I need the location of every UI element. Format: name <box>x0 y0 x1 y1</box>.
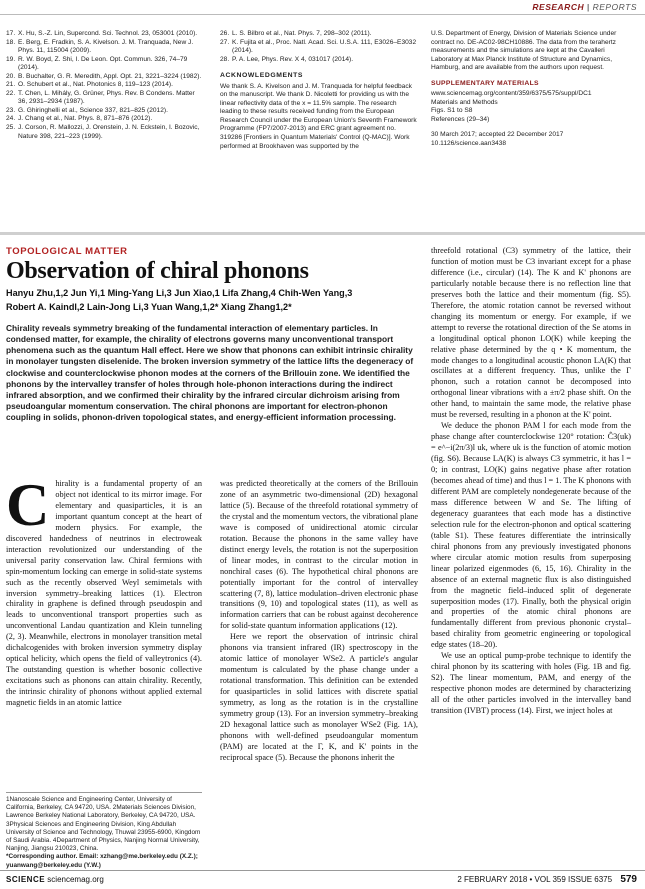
body-column-3 <box>431 246 631 717</box>
reference-number: 20. <box>6 72 16 80</box>
drop-cap: C <box>6 472 50 538</box>
reference-text: J. Corson, R. Mallozzi, J. Orenstein, J. N. Eckstein, I. Bozovic, Nature 398, 221–223 (1999). <box>18 124 200 140</box>
reference-item <box>6 30 202 39</box>
references-column-1 <box>6 30 202 141</box>
author-list <box>6 287 416 314</box>
reference-text: R. W. Boyd, Z. Shi, I. De Leon. Opt. Commun. 326, 74–79 (2014). <box>18 55 188 72</box>
header-separator: | <box>586 2 590 12</box>
reference-number: 21. <box>6 81 16 89</box>
body-paragraph: threefold rotational (C3) symmetry of the lattice, their function of motion must be C3 invariant except for a phase difference (i.e., circular) (14). The K and K' phonons are particularly notable because there is no reflection line that preserves both the lattice and their momentum (fig. S5). Therefore, the atomic rotation cannot be reversed without changing its momentum or energy. For example, if we attempt to reverse the rotational direction of the Se atoms in a longitudinal optical phonon LO(K) while keeping the relative phase determined by the q • K momentum, the mode changes to a longitudinal acoustic phonon LA(K) that oscillates at a different frequency. Thus, unlike the Γ phonon, such a rotation cannot be decomposed into orthogonal linear vibrations with a ±π/2 phase shift. On the other hand, to maintain the same mode, the relative phase must be reversed, resulting in a phonon at the K' point. <box>431 246 631 420</box>
reference-number: 17. <box>6 30 16 37</box>
affiliations <box>6 792 202 870</box>
reference-text: O. Schubert et al., Nat. Photonics 8, 119–123 (2014). <box>18 81 173 89</box>
body-paragraph: hirality is a fundamental property of an object not identical to its mirror image. For elementary and quasiparticles, it is an important quantum concept at the heart of modern physics. For example, the discovered handedness of neutrinos in electroweak interaction revolutionized our understanding of the universal parity conservation law. Chiral fermions with spin-momentum locking can emerge in solid-state systems such as the recently observed Weyl semimetals with inversion symmetry–breaking lattices (1). Electron chirality in graphene is defined through pseudospin and leads to unconventional transport properties such as unconventional Landau quantization and Klein tunneling (2, 3). Meanwhile, electrons in monolayer transition metal dichalcogenides with broken inversion symmetry display optical helicity, which opens the field of valleytronics (4). The outstanding question is whether bosonic collective excitations such as phonons can attain chirality. Recently, the intrinsic chirality of phonons without applied external magnetic fields in an atomic lattice <box>6 479 202 708</box>
top-column-3 <box>431 30 636 149</box>
reference-item <box>6 115 202 124</box>
issue-info <box>457 874 637 885</box>
topic-kicker: TOPOLOGICAL MATTER <box>6 246 128 257</box>
body-paragraph: was predicted theoretically at the corners of the Brillouin zone of an asymmetric two-dimensional (2D) hexagonal lattice (5). Because of the threefold rotational symmetry of the crystal and the momentum vectors, the vibrational plane wave is composed of unidirectional atomic circular rotation. Because the phonons in the same valley have distinct energy levels, the rotation is not the superposition of linear modes, in contrast to the circular motion in nonchiral cases (6). The hypothetical chiral phonons are potentially important for the control of intervalley scattering (7, 8), lattice modulation–driven electronic phase transitions (9, 10) and topological states (11), as well as information carriers that can be robust against decoherence for solid-state quantum information applications (12). <box>220 479 418 631</box>
reference-text: B. Buchalter, G. R. Meredith, Appl. Opt. 21, 3221–3224 (1982). <box>18 72 202 80</box>
funding-text: U.S. Department of Energy, Division of Materials Science under contract no. DE-AC02-98CH10886. The data from the terahertz measurements and the simulations are kept at the Cavalleri Laboratory at Max Planck Institute of Structure and Dynamics, Hamburg, and are available from the authors upon request. <box>431 30 617 72</box>
references-column-2 <box>220 30 418 151</box>
reference-item <box>6 39 202 56</box>
reference-item <box>6 81 202 90</box>
section-name: RESEARCH <box>532 2 585 12</box>
supp-line: Figs. S1 to S8 <box>431 107 473 115</box>
running-header <box>0 0 645 14</box>
section-divider <box>0 232 645 235</box>
reference-item <box>6 90 202 107</box>
acknowledgments-text: We thank S. A. Kivelson and J. M. Tranquada for helpful feedback on the manuscript. We thank D. Nicoletti for providing us with the linear reflectivity data of the x = 11.5% sample. The research leading to these results received funding from the European Research Council under the European Union's Seventh Framework Programme (FP7/2007-2013) and ERC grant agreement no. 319286 [Frontiers in Quantum Materials' Control (Q-MAC)]. Work performed at Brookhaven was supported by the <box>220 82 417 150</box>
reference-item <box>220 56 418 65</box>
section-label <box>532 2 637 12</box>
reference-number: 28. <box>220 55 230 63</box>
reference-item <box>6 56 202 73</box>
author-line: Robert A. Kaindl,2 Lain-Jong Li,3 Yuan Wang,1,2* Xiang Zhang1,2* <box>6 301 292 312</box>
reference-number: 25. <box>6 124 16 132</box>
reference-number: 18. <box>6 38 16 46</box>
reference-number: 19. <box>6 55 16 63</box>
reference-text: X. Hu, S.-Z. Lin, Supercond. Sci. Technol. 23, 053001 (2010). <box>18 30 198 37</box>
reference-text: P. A. Lee, Phys. Rev. X 4, 031017 (2014). <box>232 55 354 63</box>
body-paragraph: We deduce the phonon PAM l for each mode from the phase change after counterclockwise 120° rotation: Ĉ3(uk) = e^−i(2π/3)l uk, where uk is the function of atomic motion (fig. S6). Because LA(K) is always C3 symmetric, it has l = 0; in contrast, LO(K) gains negative phase after rotation (becomes ahead of time) and thus l = 1. The K phonons with different PAM are completely nondegenerate because of the mass difference between W and Se. The lifting of degeneracy guarantees that each mode has a distinctive selection rule for the electron-phonon and optical scattering (table S1). These features differentiate the intrinsically chiral phonons from any previously investigated phonons where circular atomic motion results from superposing linear polarized eigenmodes (6, 15, 16). Chirality in the absence of an external magnetic flux is also distinguished from the magnetic field–induced split of degenerate superposition modes (17). Finally, both the physical origin and properties of the atomic chiral phonons are fundamentally different from previous phononic crystal–based chirality from geometric engineering or topological edge states (18–20). <box>431 421 631 650</box>
reference-number: 23. <box>6 106 16 114</box>
supp-line: Materials and Methods <box>431 98 498 106</box>
body-paragraph: Here we report the observation of intrinsic chiral phonons via transient infrared (IR) spectroscopy in the atomic lattice of monolayer WSe2. A particle's angular momentum is calculated by the phase change under a rotational transformation. This definition can be extended for quasiparticles in solid lattices with discrete spatial symmetry, as long as the rotation is in the crystalline symmetry group (13). For an inversion symmetry–breaking 2D hexagonal lattice such as monolayer WSe2 (Fig. 1A), phonons with well-defined pseudoangular momentum (PAM) are located at the Γ, K, and K' points in the reciprocal space (5). Because the phonons inherit the <box>220 632 418 762</box>
journal-info <box>6 875 104 884</box>
reference-number: 26. <box>220 30 230 37</box>
acknowledgments-heading: ACKNOWLEDGMENTS <box>220 72 304 80</box>
supp-line: References (29–34) <box>431 115 490 123</box>
reference-text: G. Ghiringhelli et al., Science 337, 821–825 (2012). <box>18 106 168 114</box>
corresponding-author: *Corresponding author. Email: xzhang@me.berkeley.edu (X.Z.); yuanwang@berkeley.edu (Y.W.) <box>6 853 198 869</box>
journal-name: SCIENCE <box>6 875 46 884</box>
doi: 10.1126/science.aan3438 <box>431 140 507 148</box>
affiliation-text: 1Nanoscale Science and Engineering Center, University of California, Berkeley, CA 94720, USA. 2Materials Sciences Division, Lawrence Berkeley National Laboratory, Berkeley, CA 94720, USA. 3Physical Sciences and Engineering Division, King Abdullah University of Science and Technology, Thuwal 23955-6900, Kingdom of Saudi Arabia. 4Department of Physics, Nanjing Normal University, Nanjing, Jiangsu 210023, China. <box>6 796 201 853</box>
reference-number: 22. <box>6 89 16 97</box>
reference-item <box>6 107 202 116</box>
reference-item <box>220 39 418 56</box>
reference-item <box>6 73 202 82</box>
reference-text: T. Chen, L. Mihály, G. Grüner, Phys. Rev. B Condens. Matter 36, 2931–2934 (1987). <box>18 89 195 106</box>
reference-number: 27. <box>220 38 230 46</box>
supp-line: www.sciencemag.org/content/359/6375/575/suppl/DC1 <box>431 90 592 98</box>
issue-line: 2 FEBRUARY 2018 • VOL 359 ISSUE 6375 <box>457 875 613 884</box>
header-rule <box>0 14 645 15</box>
subsection-name: REPORTS <box>592 2 637 12</box>
reference-text: K. Fujita et al., Proc. Natl. Acad. Sci. U.S.A. 111, E3026–E3032 (2014). <box>232 38 417 55</box>
abstract: Chirality reveals symmetry breaking of the fundamental interaction of elementary particles. In condensed matter, for example, the chirality of electrons governs many unconventional transport phenomena such as the quantum Hall effect. Here we show that phonons can exhibit intrinsic chirality in monolayer tungsten diselenide. The broken inversion symmetry of the lattice lifts the degeneracy of clockwise and counterclockwise phonon modes at the corners of the Brillouin zone. We identified the phonons by the intervalley transfer of holes through hole-phonon interactions during the indirect infrared absorption, and we confirmed their chirality by the infrared circular dichroism arising from pseudoangular momentum conservation. The chiral phonons are important for electron-phonon coupling in solids, phonon-driven topological states, and energy-efficient information processing. <box>6 323 414 423</box>
body-column-2 <box>220 479 418 764</box>
article-title: Observation of chiral phonons <box>6 258 309 284</box>
reference-item <box>220 30 418 39</box>
body-paragraph: We use an optical pump-probe technique to identify the chiral phonon by its scattering with holes (Fig. 1B and fig. S2). The linear momentum, PAM, and energy of the respective phonon modes are determined by characterizing all of the other particles involved in the intervalley band transition (IVBT) process (14). First, we inject holes at <box>431 651 631 716</box>
footer-rule <box>0 870 645 871</box>
author-line: Hanyu Zhu,1,2 Jun Yi,1 Ming-Yang Li,3 Jun Xiao,1 Lifa Zhang,4 Chih-Wen Yang,3 <box>6 288 353 298</box>
page-footer <box>0 872 645 889</box>
reference-number: 24. <box>6 115 16 123</box>
page-number: 579 <box>620 874 637 885</box>
reference-text: L. S. Bilbro et al., Nat. Phys. 7, 298–302 (2011). <box>232 30 372 37</box>
supplementary-heading: SUPPLEMENTARY MATERIALS <box>431 79 539 87</box>
received-dates: 30 March 2017; accepted 22 December 2017 <box>431 131 564 139</box>
journal-site: sciencemag.org <box>47 875 104 884</box>
reference-item <box>6 124 202 141</box>
body-column-1 <box>6 472 202 709</box>
reference-text: E. Berg, E. Fradkin, S. A. Kivelson. J. M. Tranquada, New J. Phys. 11, 115004 (2009). <box>18 38 194 55</box>
reference-text: J. Chang et al., Nat. Phys. 8, 871–876 (2012). <box>18 115 153 123</box>
